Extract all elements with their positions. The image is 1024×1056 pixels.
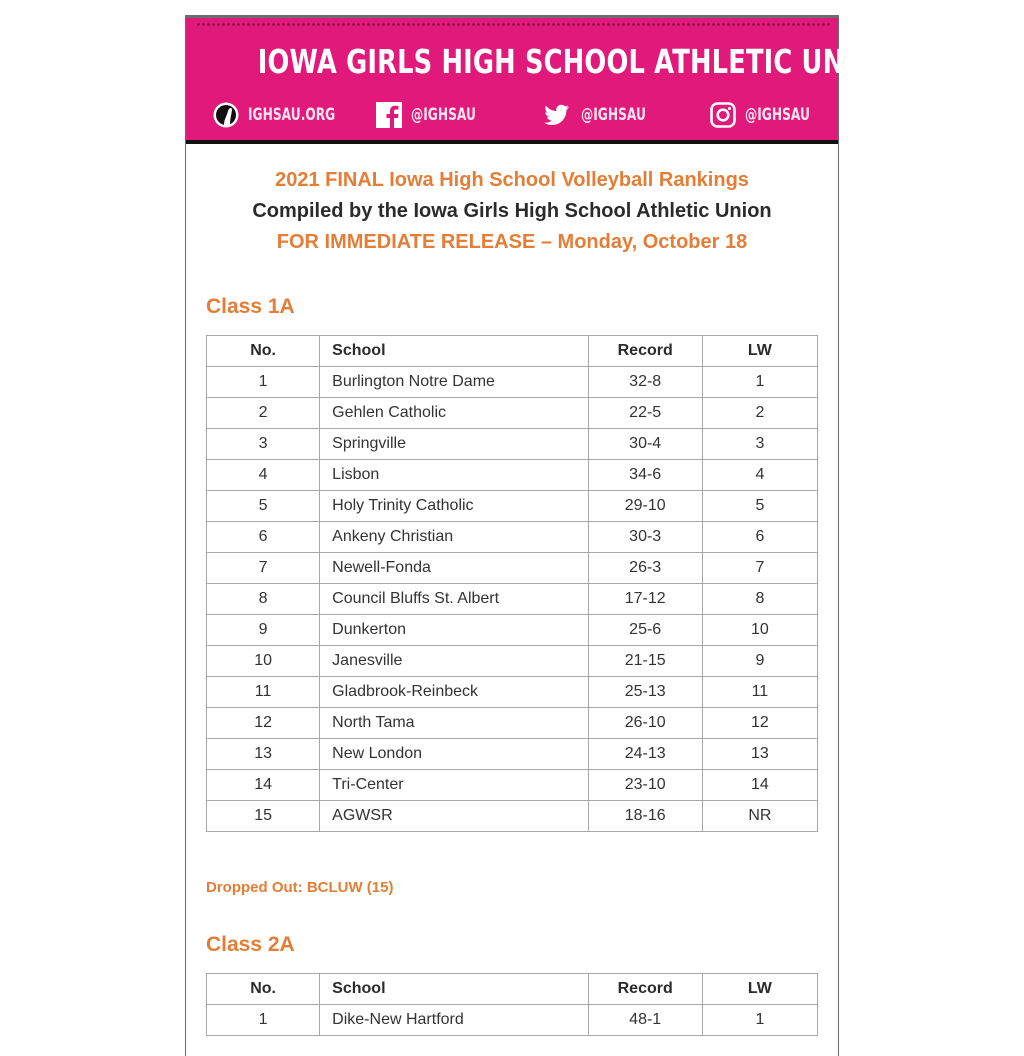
record-cell: 34-6 [588, 460, 702, 491]
school-cell: Dunkerton [320, 615, 588, 646]
school-cell: Ankeny Christian [320, 522, 588, 553]
class-2a-heading: Class 2A [206, 933, 295, 956]
school-cell: AGWSR [320, 801, 588, 832]
column-header-record: Record [588, 336, 702, 367]
document-title: 2021 FINAL Iowa High School Volleyball Rankings [275, 169, 749, 191]
table-row [207, 398, 818, 429]
record-cell: 18-16 [588, 801, 702, 832]
table-row [207, 677, 818, 708]
record-cell: 23-10 [588, 770, 702, 801]
rank-cell: 13 [207, 739, 320, 770]
school-cell: Lisbon [320, 460, 588, 491]
last-week-cell: 4 [702, 460, 817, 491]
facebook-icon [375, 101, 403, 129]
column-header-no: No. [207, 974, 320, 1005]
release-date: FOR IMMEDIATE RELEASE – Monday, October 18 [276, 231, 748, 253]
table-row [207, 770, 818, 801]
record-cell: 48-1 [588, 1005, 702, 1036]
last-week-cell: 12 [702, 708, 817, 739]
document-page [185, 15, 898, 1056]
record-cell: 32-8 [588, 367, 702, 398]
table-row [207, 615, 818, 646]
rank-cell: 6 [207, 522, 320, 553]
school-cell: Gehlen Catholic [320, 398, 588, 429]
table-row [207, 584, 818, 615]
rank-cell: 11 [207, 677, 320, 708]
last-week-cell: 1 [702, 367, 817, 398]
table-row [207, 429, 818, 460]
social-links [212, 99, 814, 131]
dropped-out-note: Dropped Out: BCLUW (15) [206, 879, 394, 896]
school-cell: Council Bluffs St. Albert [320, 584, 588, 615]
school-cell: Dike-New Hartford [320, 1005, 588, 1036]
table-row [207, 1005, 818, 1036]
social-label: @IGHSAU [745, 105, 810, 125]
social-instagram[interactable] [709, 99, 835, 131]
last-week-cell: 5 [702, 491, 817, 522]
table-header-row [207, 974, 818, 1005]
rank-cell: 8 [207, 584, 320, 615]
record-cell: 24-13 [588, 739, 702, 770]
social-label: @IGHSAU [411, 105, 476, 125]
rank-cell: 12 [207, 708, 320, 739]
social-website[interactable] [212, 99, 369, 131]
release-header [206, 165, 818, 258]
last-week-cell: 10 [702, 615, 817, 646]
school-cell: New London [320, 739, 588, 770]
table-row [207, 491, 818, 522]
document-content [186, 165, 838, 1036]
column-header-lw: LW [702, 974, 817, 1005]
rank-cell: 14 [207, 770, 320, 801]
instagram-icon [709, 101, 737, 129]
dotted-border [196, 23, 832, 26]
last-week-cell: 13 [702, 739, 817, 770]
banner-title: IOWA GIRLS HIGH SCHOOL ATHLETIC UNION [257, 42, 898, 81]
rank-cell: 3 [207, 429, 320, 460]
table-row [207, 522, 818, 553]
record-cell: 26-3 [588, 553, 702, 584]
rank-cell: 5 [207, 491, 320, 522]
rank-cell: 1 [207, 367, 320, 398]
school-cell: Springville [320, 429, 588, 460]
document-subtitle: Compiled by the Iowa Girls High School Athletic Union [252, 200, 772, 222]
social-label: @IGHSAU [581, 105, 646, 125]
record-cell: 26-10 [588, 708, 702, 739]
school-cell: Newell-Fonda [320, 553, 588, 584]
last-week-cell: 11 [702, 677, 817, 708]
column-header-school: School [320, 336, 588, 367]
table-row [207, 646, 818, 677]
school-cell: North Tama [320, 708, 588, 739]
social-twitter[interactable] [539, 99, 671, 131]
last-week-cell: 3 [702, 429, 817, 460]
rank-cell: 4 [207, 460, 320, 491]
ighsau-banner [186, 16, 898, 144]
record-cell: 25-6 [588, 615, 702, 646]
record-cell: 30-3 [588, 522, 702, 553]
class-1a-rankings-table [206, 335, 818, 832]
last-week-cell: 8 [702, 584, 817, 615]
table-row [207, 739, 818, 770]
school-cell: Burlington Notre Dame [320, 367, 588, 398]
last-week-cell: 1 [702, 1005, 817, 1036]
table-row [207, 460, 818, 491]
rank-cell: 1 [207, 1005, 320, 1036]
class-1a-heading: Class 1A [206, 295, 295, 318]
table-row [207, 553, 818, 584]
last-week-cell: NR [702, 801, 817, 832]
record-cell: 29-10 [588, 491, 702, 522]
column-header-record: Record [588, 974, 702, 1005]
table-header-row [207, 336, 818, 367]
social-label: IGHSAU.ORG [248, 105, 336, 125]
last-week-cell: 7 [702, 553, 817, 584]
last-week-cell: 2 [702, 398, 817, 429]
record-cell: 17-12 [588, 584, 702, 615]
last-week-cell: 9 [702, 646, 817, 677]
last-week-cell: 6 [702, 522, 817, 553]
table-row [207, 367, 818, 398]
class-2a-rankings-table [206, 973, 818, 1036]
school-cell: Tri-Center [320, 770, 588, 801]
rank-cell: 15 [207, 801, 320, 832]
rank-cell: 9 [207, 615, 320, 646]
record-cell: 25-13 [588, 677, 702, 708]
ighsau-logo-icon [212, 101, 240, 129]
record-cell: 30-4 [588, 429, 702, 460]
column-header-no: No. [207, 336, 320, 367]
record-cell: 22-5 [588, 398, 702, 429]
school-cell: Holy Trinity Catholic [320, 491, 588, 522]
twitter-icon [539, 101, 573, 129]
rank-cell: 2 [207, 398, 320, 429]
table-row [207, 801, 818, 832]
column-header-lw: LW [702, 336, 817, 367]
rank-cell: 7 [207, 553, 320, 584]
school-cell: Gladbrook-Reinbeck [320, 677, 588, 708]
social-facebook[interactable] [375, 99, 501, 131]
column-header-school: School [320, 974, 588, 1005]
last-week-cell: 14 [702, 770, 817, 801]
rank-cell: 10 [207, 646, 320, 677]
table-row [207, 708, 818, 739]
record-cell: 21-15 [588, 646, 702, 677]
school-cell: Janesville [320, 646, 588, 677]
